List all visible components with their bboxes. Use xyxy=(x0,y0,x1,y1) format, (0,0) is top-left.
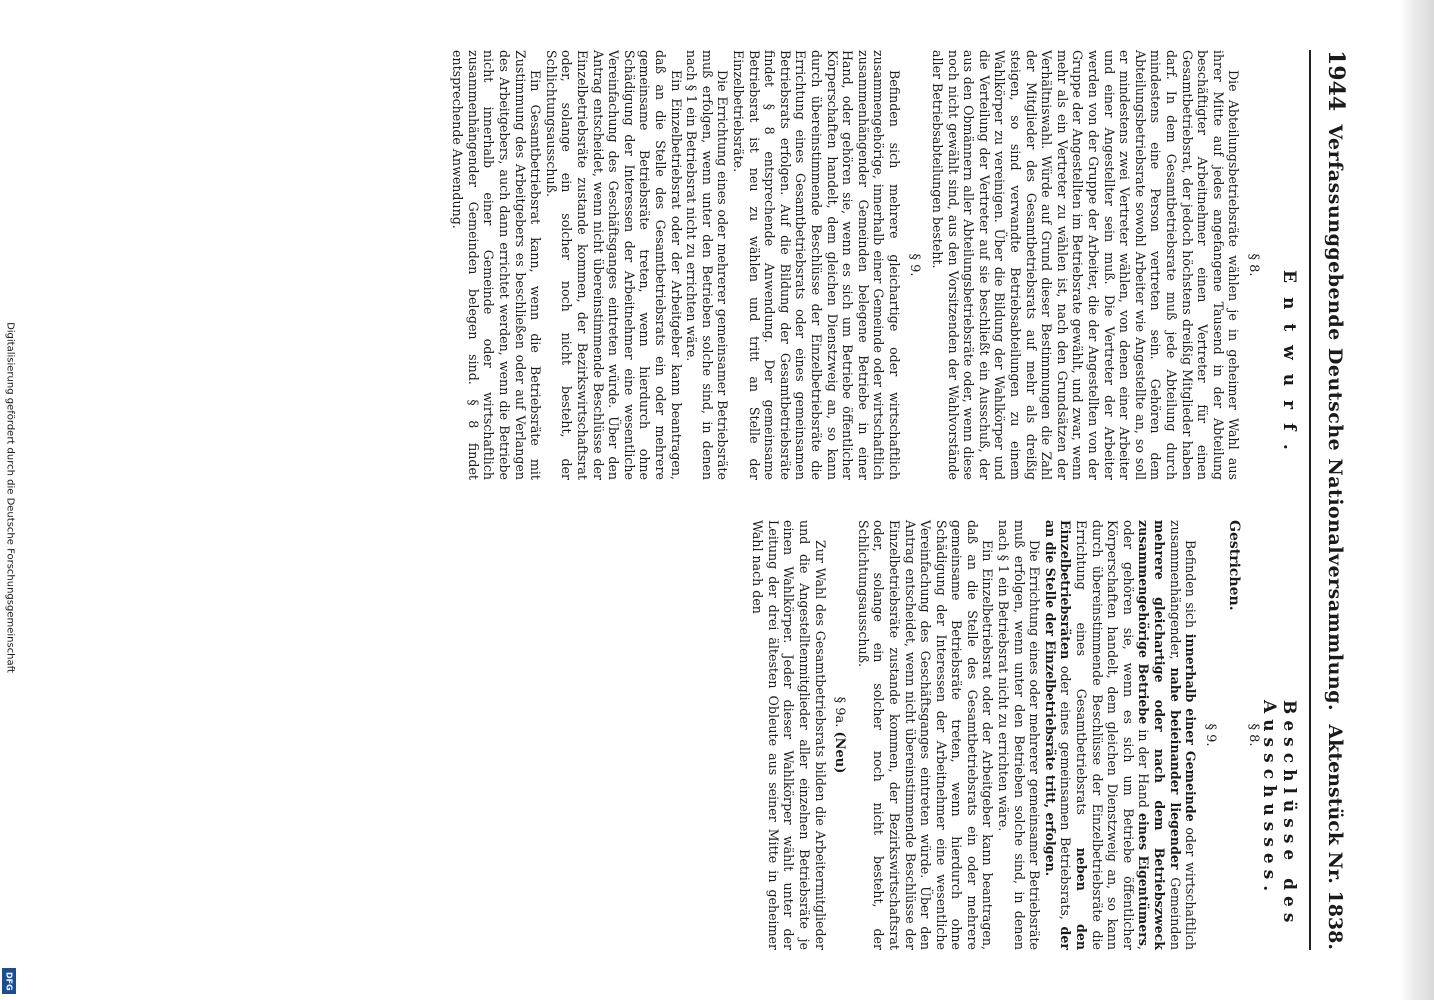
draft-column xyxy=(450,50,1269,480)
paragraph: Ein Einzelbetriebsrat oder der Arbeitgeber kann beantragen, daß an die Stelle des Gesamtbetriebsrats ein oder mehrere gemeinsame Betriebsräte treten, wenn hierdurch ohne Schädigung der Interessen der Arbeitnehmer eine wesentliche Vereinfachung des Geschäftsganges eintreten würde. Über den Antrag entscheidet, wenn nicht übereinstimmende Beschlüsse der Einzelbetriebsräte zustande kommen, der Bezirkswirtschaftsrat oder, solange ein solcher noch nicht besteht, der Schlichtungsausschuß. xyxy=(543,50,684,480)
text-run: Ein Einzelbetriebsrat oder der Arbeitgeber kann beantragen, daß an die Stelle des Gesamtbetriebsrats ein oder mehrere gemeinsame Betriebsräte treten, wenn hierdurch ohne Schädigung der Interessen der Arbeitnehmer eine wesentliche Vereinfachung des Geschäftsganges eintreten würde. Über den Antrag entscheidet, wenn nicht übereinstimmende Beschlüsse der Einzelbetriebsräte zustande kommen, der Bezirkswirtschaftsrat oder, solange ein solcher noch nicht besteht, der Schlichtungsausschuß. xyxy=(855,520,996,950)
text-run: , oder gehören sie, wenn es sich um Betriebe öffentlicher Körperschaften handelt, dem gleichen Dienstzweig an, so kann durch übereinstimmende Beschlüsse der Einzelbetriebsräte die Errichtung eines Gesamtbetriebsrats xyxy=(1074,520,1152,950)
section-number: § 9. xyxy=(1202,723,1218,747)
page-title: Verfassunggebende Deutsche Nationalversammlung. xyxy=(1324,124,1346,712)
struck-note: Gestrichen. xyxy=(1226,520,1243,611)
resolutions-column xyxy=(750,520,1269,950)
section-number: § 9. xyxy=(906,253,922,277)
paragraph xyxy=(996,520,1043,950)
text-run: Befinden sich xyxy=(1183,540,1199,634)
emphasized-text: innerhalb einer Gemeinde xyxy=(1183,633,1199,822)
paragraph xyxy=(1042,520,1198,950)
paragraph: Die Abteilungsbetriebsräte wählen je in geheimer Wahl aus ihrer Mitte auf jedes angefangene Tausend in der Abteilung beschäftigter Arbeitnehmer einen Vertreter für einen Gesamtbetriebsrat, der jedoch höchstens dreißig Mitglieder haben darf. In dem Gesamtbetriebsrate muß jede Abteilung durch mindestens eine Person vertreten sein. Gehören dem Abteilungsbetriebsrate sowohl Arbeiter wie Angestellte an, so soll er mindestens zwei Vertreter wählen, von denen einer Arbeiter und einer Angestellter sein muß. Die Vertreter der Arbeiter werden von der Gruppe der Arbeiter, die der Angestellten von der Gruppe der Angestellten im Betriebsrate gewählt, und zwar, wenn mehr als ein Vertreter zu wählen ist, nach den Grundsätzen der Verhältniswahl. Würde auf Grund dieser Bestimmungen die Zahl der Mitglieder des Gesamtbetriebsrats auf mehr als dreißig steigen, so sind verwandte Betriebsabteilungen zu einem Wahlkörper zu vereinigen. Über die Bildung der Wahlkörper und die Verteilung der Vertreter auf sie beschließt ein Ausschuß, der aus den Obmännern aller Abteilungsbetriebsräte oder, wenn diese noch nicht gewählt sind, aus den Vorsitzenden der Wahlvorstände aller Betriebsabteilungen besteht. xyxy=(930,50,1242,480)
emphasized-text: eines Eigentümers xyxy=(1136,813,1152,946)
paragraph: Die Errichtung eines oder mehrerer gemeinsamer Betriebsräte muß erfolgen, wenn unter den Betrieben solche sind, in denen nach § 1 ein Betriebsrat nicht zu errichten wäre. xyxy=(684,50,731,480)
text-run: Die Errichtung eines oder mehrerer gemeinsamer Betriebsräte muß erfolgen, wenn unter den Betrieben solche sind, in denen nach § 1 ein Betriebsrat nicht zu errichten wäre. xyxy=(996,520,1043,950)
text-run: Gemeinden xyxy=(1167,869,1183,950)
text-run: oder eines gemeinsamen Betriebsrats, xyxy=(1058,659,1074,927)
credit-text: Digitalisierung gefördert durch die Deutsche Forschungsgemeinschaft xyxy=(4,322,16,673)
page-header xyxy=(1315,50,1349,950)
right-column-heading: Beschlüsse des Ausschusses. xyxy=(1259,700,1299,929)
scan-edge xyxy=(1400,0,1434,1000)
emphasized-text: der an die Stelle der Einzelbetriebsräte tritt, erfolgen. xyxy=(1042,520,1074,950)
paragraph xyxy=(855,520,995,950)
dfg-logo: DFG xyxy=(2,968,16,994)
document-page xyxy=(57,20,1377,980)
text-run: Zur Wahl des Gesamtbetriebsrats bilden die Arbeitermitglieder und die Angestelltenmitglieder aller einzelnen Betriebsräte je einen Wahlkörper. Jeder dieser Wahlkörper wählt unter der Leitung der drei ältesten Obleute aus seiner Mitte in geheimer Wahl nach den xyxy=(750,520,828,950)
header-rule xyxy=(1309,50,1311,950)
document-number: Aktenstück Nr. 1838. xyxy=(1324,724,1346,950)
new-tag: (Neu) xyxy=(832,731,848,774)
text-run: oder wirtschaftlich zusammenhängender, xyxy=(1167,520,1199,951)
emphasized-text: neben den Einzelbetriebsräten xyxy=(1058,520,1090,950)
text-run: in der Hand xyxy=(1136,724,1152,814)
paragraph: Befinden sich mehrere gleichartige oder wirtschaftlich zusammengehörige, innerhalb einer Gemeinde oder wirtschaftlich zusammenhängender Gemeinden belegene Betriebe in einer Hand, oder gehören sie, wenn es sich um Betriebe öffentlicher Körperschaften handelt, dem gleichen Dienstzweig an, so kann durch übereinstimmende Beschlüsse der Einzelbetriebsräte die Errichtung eines Gesamtbetriebsrats oder eines gemeinsamen Betriebsrats erfolgen. Auf die Bildung der Gesamtbetriebsräte findet § 8 entsprechende Anwendung. Der gemeinsame Betriebsrat ist neu zu wählen und tritt an Stelle der Einzelbetriebsräte. xyxy=(731,50,902,480)
footer-credit xyxy=(2,0,18,1000)
page-number: 1944 xyxy=(1323,50,1349,112)
paragraph xyxy=(750,520,828,950)
section-number-neu xyxy=(832,520,848,950)
section-number: § 8. xyxy=(1246,253,1261,277)
paragraph: Ein Gesamtbetriebsrat kann, wenn die Betriebsräte mit Zustimmung des Arbeitgebers es beschließen oder auf Verlangen des Arbeitgebers, auch dann errichtet werden, wenn die Betriebe nicht innerhalb einer Gemeinde oder wirtschaftlich zusammenhängender Gemeinden belegen sind. § 8 findet entsprechende Anwendung. xyxy=(450,50,544,480)
emphasized-text: nahe beieinander liegender xyxy=(1167,667,1183,870)
section-number: § 9a. xyxy=(832,696,848,728)
emphasized-text: mehrere gleichartige oder nach dem Betriebszweck zusammengehörige Betriebe xyxy=(1136,520,1168,950)
section-number: § 8. xyxy=(1246,723,1261,747)
left-column-heading: Entwurf. xyxy=(1279,270,1299,464)
